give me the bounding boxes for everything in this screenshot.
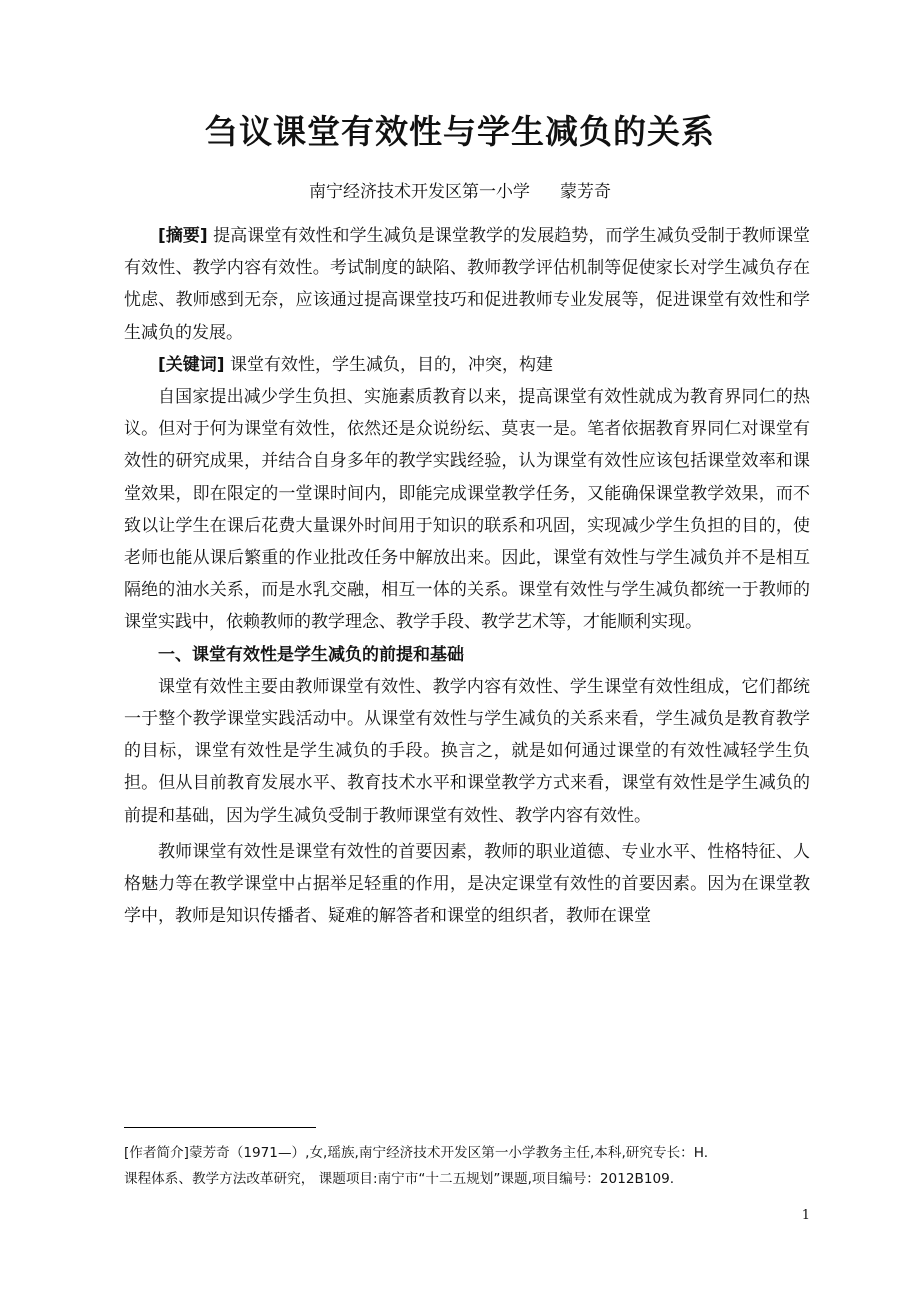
footnote-line-1: [作者简介]蒙芳奇（1971—）,女,瑶族,南宁经济技术开发区第一小学教务主任,本科,研究专长：H. [124,1145,709,1161]
body-paragraph-2: 课堂有效性主要由教师课堂有效性、教学内容有效性、学生课堂有效性组成，它们都统一于整个教学课堂实践活动中。从课堂有效性与学生减负的关系来看，学生减负是教育教学的目标，课堂有效性是学生减负的手段。换言之，就是如何通过课堂的有效性减轻学生负担。但从目前教育发展水平、教育技术水平和课堂教学方式来看，课堂有效性是学生减负的前提和基础，因为学生减负受制于教师课堂有效性、教学内容有效性。 [124,676,810,826]
keywords-paragraph [124,349,810,381]
body-paragraph-1: 自国家提出减少学生负担、实施素质教育以来，提高课堂有效性就成为教育界同仁的热议。但对于何为课堂有效性，依然还是众说纷纭、莫衷一是。笔者依据教育界同仁对课堂有效性的研究成果，并结合自身多年的教学实践经验，认为课堂有效性应该包括课堂效率和课堂效果，即在限定的一堂课时间内，即能完成课堂教学任务，又能确保课堂教学效果，而不致以让学生在课后花费大量课外时间用于知识的联系和巩固，实现减少学生负担的目的，使老师也能从课后繁重的作业批改任务中解放出来。因此，课堂有效性与学生减负并不是相互隔绝的油水关系，而是水乳交融，相互一体的关系。课堂有效性与学生减负都统一于教师的课堂实践中，依赖教师的教学理念、教学手段、教学艺术等，才能顺利实现。 [124,387,810,633]
abstract-text: 提高课堂有效性和学生减负是课堂教学的发展趋势，而学生减负受制于教师课堂有效性、教学内容有效性。考试制度的缺陷、教师教学评估机制等促使家长对学生减负存在忧虑、教师感到无奈，应该通过提高课堂技巧和促进教师专业发展等，促进课堂有效性和学生减负的发展。 [124,226,811,343]
section-heading-1: 一、课堂有效性是学生减负的前提和基础 [158,644,464,665]
page-number: 1 [801,1208,810,1223]
author-school: 南宁经济技术开发区第一小学 [309,182,530,202]
document-title: 刍议课堂有效性与学生减负的关系 [205,112,715,151]
body-paragraph-3: 教师课堂有效性是课堂有效性的首要因素，教师的职业道德、专业水平、性格特征、人格魅力等在教学课堂中占据举足轻重的作用，是决定课堂有效性的首要因素。因为在课堂教学中，教师是知识传播者、疑难的解答者和课堂的组织者，教师在课堂 [124,841,810,927]
keywords-text: 课堂有效性，学生减负，目的，冲突，构建 [229,354,553,375]
byline [0,177,920,202]
author-name: 蒙芳奇 [560,182,611,202]
footnote [124,1140,814,1192]
footnote-divider [124,1127,316,1128]
abstract-label: [摘要] [158,226,208,246]
keywords-label: [关键词] [158,354,225,375]
abstract-paragraph [124,220,810,349]
footnote-line-2: 课程体系、教学方法改革研究， 课题项目:南宁市“十二五规划”课题,项目编号：2012B109. [124,1171,675,1187]
document-body [124,220,810,932]
